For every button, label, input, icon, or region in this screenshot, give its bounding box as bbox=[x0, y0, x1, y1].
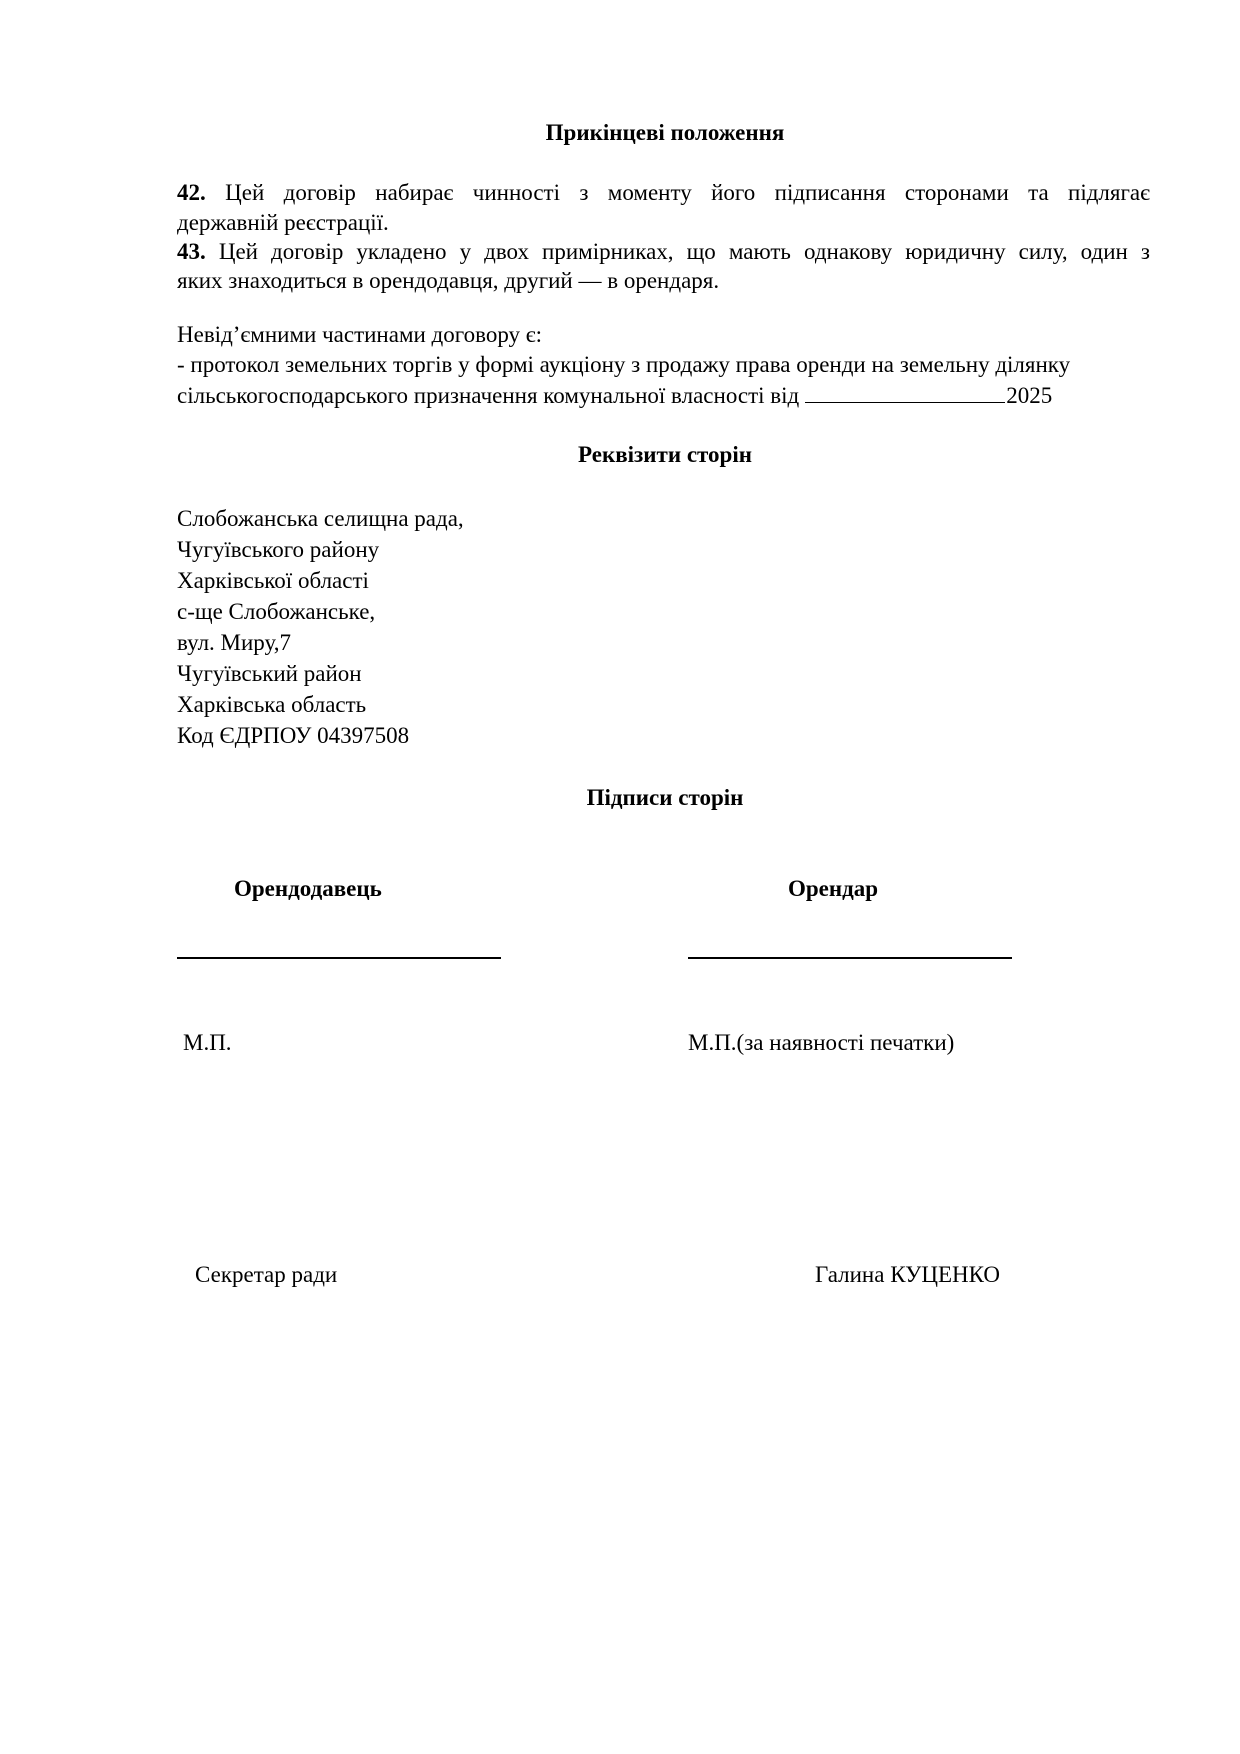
requisites-title: Реквізити сторін bbox=[578, 442, 752, 467]
annex-item-line2 bbox=[177, 382, 1052, 409]
requisites-line: вул. Миру,7 bbox=[177, 630, 291, 655]
item-42-number: 42. bbox=[177, 180, 206, 205]
requisites-line: Чугуївський район bbox=[177, 661, 362, 686]
lessor-stamp-mark: М.П. bbox=[183, 1030, 232, 1055]
final-provisions-title: Прикінцеві положення bbox=[545, 120, 785, 145]
requisites-line: Харківської області bbox=[177, 568, 369, 593]
item-43-line1 bbox=[177, 237, 1150, 267]
annex-date-blank bbox=[805, 382, 1005, 403]
annex-item-line1: - протокол земельних торгів у формі аукціону з продажу права оренди на земельну ділянку bbox=[177, 352, 1071, 377]
annex-intro: Невід’ємними частинами договору є: bbox=[177, 322, 543, 347]
signatures-title: Підписи сторін bbox=[586, 785, 744, 810]
requisites-line: Чугуївського району bbox=[177, 537, 380, 562]
annex-year: 2025 bbox=[1006, 383, 1053, 408]
annex-item-text-line2: сільськогосподарського призначення комунальної власності від bbox=[177, 383, 800, 408]
item-43-text-line1: Цей договір укладено у двох примірниках, що мають однакову юридичну силу, один з bbox=[218, 239, 1150, 264]
item-42-text-line1: Цей договір набирає чинності з моменту його підписання сторонами та підлягає bbox=[225, 180, 1151, 205]
lessor-signature-line bbox=[177, 957, 501, 959]
requisites-line: Код ЄДРПОУ 04397508 bbox=[177, 723, 410, 748]
lessee-stamp-mark: М.П.(за наявності печатки) bbox=[688, 1030, 955, 1055]
lessee-signature-line bbox=[688, 957, 1012, 959]
requisites-line: с-ще Слобожанське, bbox=[177, 599, 376, 624]
secretary-title: Секретар ради bbox=[195, 1262, 338, 1287]
secretary-name: Галина КУЦЕНКО bbox=[815, 1262, 1000, 1287]
item-43-text-line2: яких знаходиться в орендодавця, другий — в орендаря. bbox=[177, 268, 720, 293]
requisites-line: Слобожанська селищна рада, bbox=[177, 506, 464, 531]
requisites-line: Харківська область bbox=[177, 692, 367, 717]
item-42-line1 bbox=[177, 178, 1150, 208]
item-42-text-line2: державній реєстрації. bbox=[177, 210, 389, 235]
item-43-number: 43. bbox=[177, 239, 206, 264]
lessee-label: Орендар bbox=[788, 876, 879, 901]
lessor-label: Орендодавець bbox=[234, 876, 382, 901]
